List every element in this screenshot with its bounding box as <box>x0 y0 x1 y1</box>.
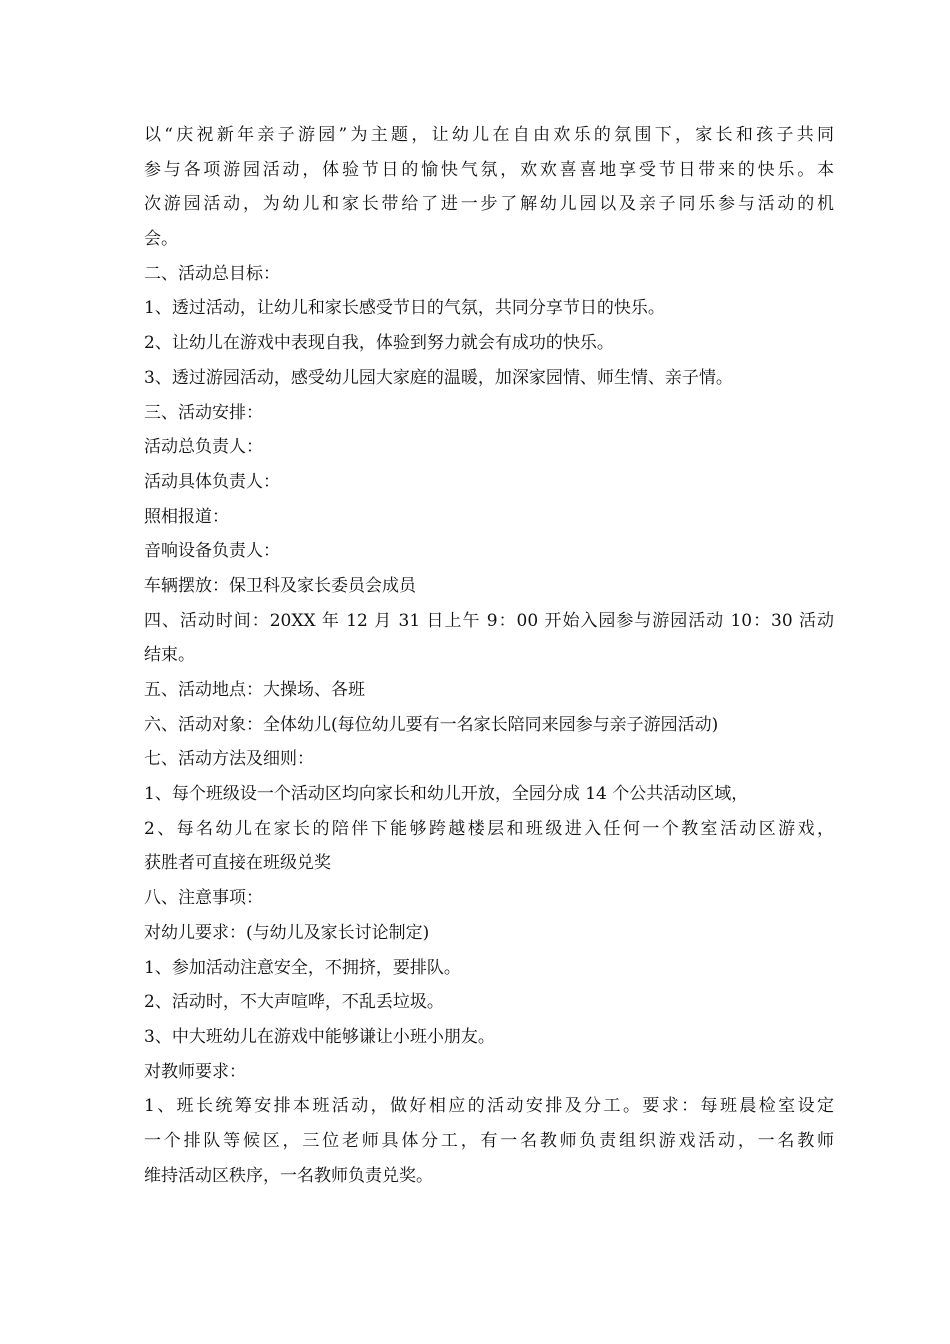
text-line: 七、活动方法及细则： <box>144 749 314 770</box>
text-line: 结束。 <box>144 645 195 666</box>
text-line: 照相报道： <box>144 506 229 527</box>
text-line: 六、活动对象：全体幼儿(每位幼儿要有一名家长陪同来园参与亲子游园活动) <box>144 714 719 735</box>
document-body <box>144 118 834 1193</box>
text-line: 1、每个班级设一个活动区均向家长和幼儿开放，全园分成 14 个公共活动区域， <box>144 784 749 805</box>
text-line: 1、班长统筹安排本班活动，做好相应的活动安排及分工。要求：每班晨检室设定 <box>144 1096 834 1117</box>
text-line: 2、每名幼儿在家长的陪伴下能够跨越楼层和班级进入任何一个教室活动区游戏， <box>144 818 834 839</box>
text-line: 活动具体负责人： <box>144 471 280 492</box>
text-line: 三、活动安排： <box>144 402 263 423</box>
text-line: 3、透过游园活动，感受幼儿园大家庭的温暖，加深家园情、师生情、亲子情。 <box>144 367 733 388</box>
text-line: 八、注意事项： <box>144 888 263 909</box>
text-line: 次游园活动，为幼儿和家长带给了进一步了解幼儿园以及亲子同乐参与活动的机 <box>144 194 834 215</box>
text-line: 音响设备负责人： <box>144 541 280 562</box>
text-line: 1、透过活动，让幼儿和家长感受节日的气氛，共同分享节日的快乐。 <box>144 298 665 319</box>
document-page <box>144 118 834 1193</box>
text-line: 五、活动地点：大操场、各班 <box>144 680 365 700</box>
text-line: 车辆摆放：保卫科及家长委员会成员 <box>144 575 416 596</box>
text-line: 对幼儿要求：(与幼儿及家长讨论制定) <box>144 922 430 943</box>
text-line: 获胜者可直接在班级兑奖 <box>144 853 331 874</box>
text-line: 会。 <box>144 229 178 250</box>
text-line: 2、让幼儿在游戏中表现自我，体验到努力就会有成功的快乐。 <box>144 333 614 354</box>
text-line: 参与各项游园活动，体验节日的愉快气氛，欢欢喜喜地享受节日带来的快乐。本 <box>144 159 834 180</box>
text-line: 1、参加活动注意安全，不拥挤，要排队。 <box>144 957 461 978</box>
text-line: 活动总负责人： <box>144 437 263 458</box>
text-line: 维持活动区秩序，一名教师负责兑奖。 <box>144 1165 433 1186</box>
text-line: 一个排队等候区，三位老师具体分工，有一名教师负责组织游戏活动，一名教师 <box>144 1130 834 1151</box>
text-line: 以“庆祝新年亲子游园”为主题，让幼儿在自由欢乐的氛围下，家长和孩子共同 <box>144 125 834 145</box>
text-line: 二、活动总目标： <box>144 263 280 284</box>
text-line: 3、中大班幼儿在游戏中能够谦让小班小朋友。 <box>144 1026 495 1047</box>
text-line: 对教师要求： <box>144 1061 246 1082</box>
text-line: 2、活动时，不大声喧哗，不乱丢垃圾。 <box>144 992 444 1013</box>
text-line: 四、活动时间：20XX 年 12 月 31 日上午 9：00 开始入园参与游园活动 10：30 活动 <box>144 610 834 631</box>
